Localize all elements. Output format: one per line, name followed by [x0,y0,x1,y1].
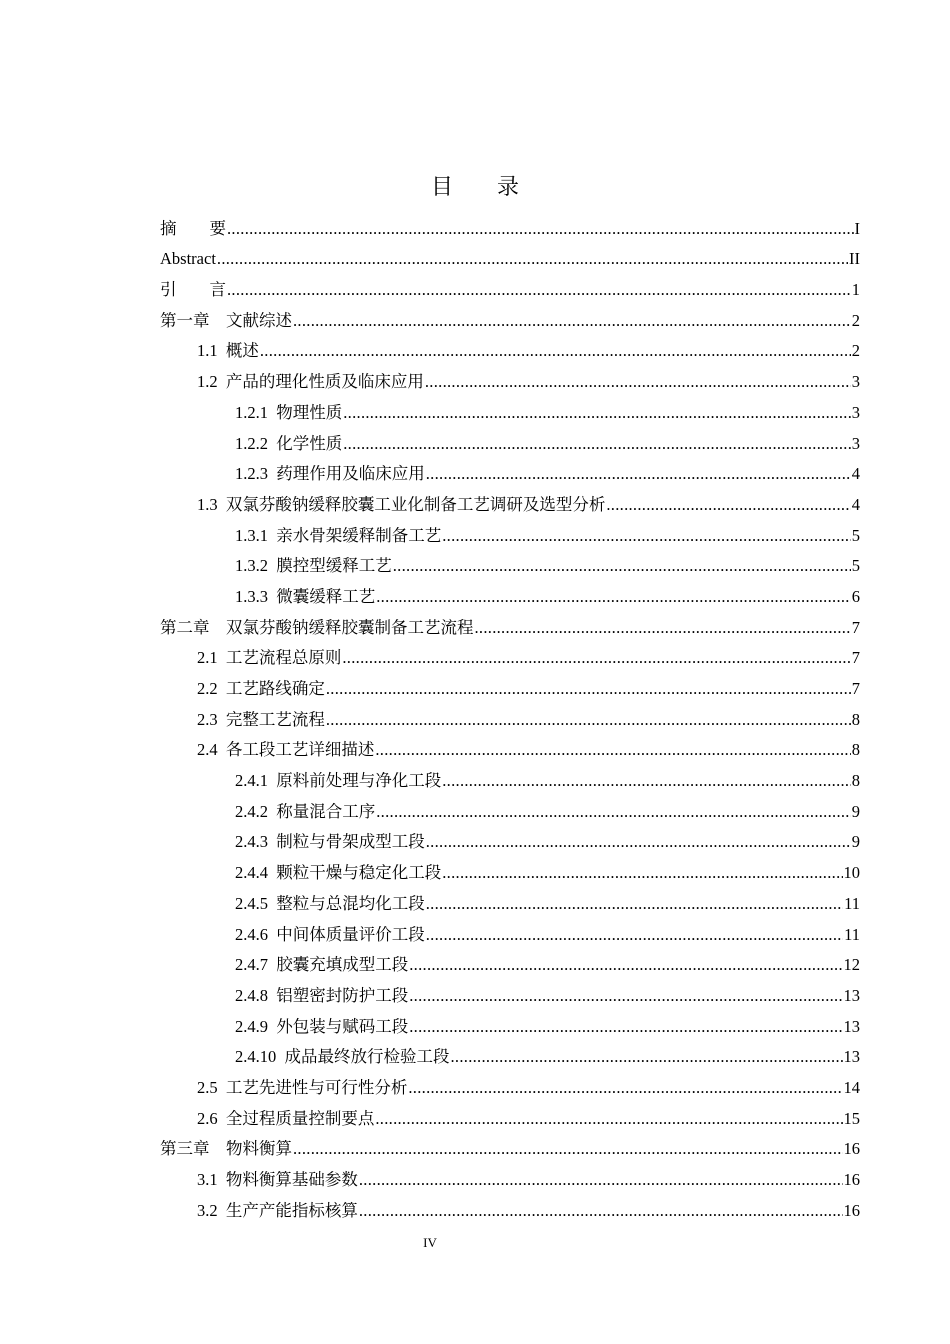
toc-dot-leader [393,555,851,577]
toc-dot-leader [227,218,854,240]
toc-entry[interactable] [160,1007,860,1038]
toc-entry-page-number: 1 [851,280,860,300]
toc-entry-page-number: 12 [843,955,860,975]
toc-dot-leader [475,617,851,639]
toc-entry[interactable] [160,270,860,301]
toc-entry-label: 1.3.1 亲水骨架缓释制备工艺 [235,525,442,545]
toc-dot-leader [442,525,851,547]
toc-entry-page-number: 14 [843,1077,860,1097]
toc-entry-page-number: 5 [851,525,860,545]
toc-entry[interactable] [160,669,860,700]
toc-dot-leader [343,402,851,424]
toc-dot-leader [409,985,842,1007]
toc-entry[interactable] [160,884,860,915]
toc-entry-page-number: 5 [851,556,860,576]
toc-entry[interactable] [160,209,860,240]
toc-entry-page-number: 8 [851,771,860,791]
toc-entry[interactable] [160,1191,860,1222]
toc-entry-page-number: 9 [851,801,860,821]
toc-entry[interactable] [160,516,860,547]
toc-entry[interactable] [160,1130,860,1161]
toc-dot-leader [426,831,851,853]
toc-entry-label: 2.1 工艺流程总原则 [197,648,342,668]
toc-dot-leader [293,1138,843,1160]
toc-entry[interactable] [160,455,860,486]
toc-title-char-1: 目 [430,175,453,200]
toc-entry-label: 2.4.8 铝塑密封防护工段 [235,985,409,1005]
toc-entry-label: 2.4.6 中间体质量评价工段 [235,924,425,944]
toc-entry-page-number: 7 [851,617,860,637]
toc-entry-page-number: 11 [844,893,860,913]
toc-entry-page-number: 8 [851,709,860,729]
toc-entry[interactable] [160,424,860,455]
toc-entry[interactable] [160,823,860,854]
toc-dot-leader [376,586,851,608]
toc-entry-label: 1.3 双氯芬酸钠缓释胶囊工业化制备工艺调研及选型分析 [197,494,606,514]
toc-entry-label: 第二章 双氯芬酸钠缓释胶囊制备工艺流程 [160,617,474,637]
toc-dot-leader [375,739,850,761]
toc-entry-page-number: I [854,218,860,238]
toc-dot-leader [217,248,848,270]
toc-entry-page-number: 4 [851,494,860,514]
toc-entry-page-number: 2 [851,341,860,361]
toc-dot-leader [426,463,851,485]
toc-entry[interactable] [160,976,860,1007]
toc-entry-page-number: 7 [851,679,860,698]
toc-entry[interactable] [160,485,860,516]
toc-dot-leader [342,647,850,669]
toc-entry-label: 2.2 工艺路线确定 [197,679,325,698]
toc-entry-label: 1.3.2 膜控型缓释工艺 [235,556,392,576]
toc-entry-page-number: 16 [843,1200,860,1220]
toc-entry[interactable] [160,1099,860,1130]
toc-entry-label: 3.1 物料衡算基础参数 [197,1170,358,1189]
toc-entry-label: 2.5 工艺先进性与可行性分析 [197,1077,408,1097]
toc-entry[interactable] [160,639,860,670]
toc-entry-label: 2.4.10 成品最终放行检验工段 [235,1047,450,1067]
toc-dot-leader [606,494,850,516]
toc-entry-label: 第一章 文献综述 [160,310,292,330]
toc-entry-label: 引 言 [160,280,226,300]
toc-entry-label: 2.6 全过程质量控制要点 [197,1108,375,1128]
toc-title-char-2: 录 [497,175,520,200]
toc-dot-leader [409,1016,842,1038]
toc-entry[interactable] [160,700,860,731]
toc-entry-label: 2.4.3 制粒与骨架成型工段 [235,832,425,852]
toc-entry[interactable] [160,731,860,762]
toc-entry-page-number: 13 [843,985,860,1005]
toc-entry-page-number: 2 [851,310,860,330]
toc-entry[interactable] [160,915,860,946]
toc-dot-leader [425,371,851,393]
toc-entry-label: 1.2.2 化学性质 [235,433,343,453]
toc-dot-leader [326,678,851,700]
toc-dot-leader [442,770,851,792]
toc-entry-label: 第三章 物料衡算 [160,1139,292,1159]
toc-entry-page-number: 9 [851,832,860,852]
toc-entry-label: 2.4.7 胶囊充填成型工段 [235,955,409,975]
toc-entry[interactable] [160,1160,860,1191]
toc-entry-label: 摘 要 [160,218,226,238]
toc-entry-label: 2.3 完整工艺流程 [197,709,325,729]
toc-dot-leader [227,279,851,301]
toc-dot-leader [359,1169,843,1191]
toc-entry-page-number: 10 [843,863,860,883]
toc-dot-leader [293,310,851,332]
toc-entry[interactable] [160,332,860,363]
toc-dot-leader [359,1200,843,1222]
toc-entry-label: 2.4 各工段工艺详细描述 [197,740,375,760]
toc-dot-leader [260,340,851,362]
toc-entry-label: 2.4.9 外包装与赋码工段 [235,1016,409,1036]
toc-entry-page-number: 16 [843,1139,860,1159]
toc-list [160,209,860,1222]
toc-entry[interactable] [160,393,860,424]
toc-entry-page-number: 3 [851,402,860,422]
toc-entry-page-number: 13 [843,1047,860,1067]
toc-entry-label: 1.2.1 物理性质 [235,402,343,422]
toc-entry-page-number: 16 [843,1170,860,1189]
toc-entry-page-number: 3 [851,433,860,453]
toc-dot-leader [326,709,851,731]
toc-entry[interactable] [160,792,860,823]
toc-entry-label: 1.2 产品的理化性质及临床应用 [197,372,424,392]
toc-entry-label: 1.1 概述 [197,341,259,361]
toc-entry-label: Abstract [160,249,216,269]
toc-entry-page-number: 15 [843,1108,860,1128]
toc-entry[interactable] [160,240,860,271]
toc-dot-leader [442,862,842,884]
toc-dot-leader [375,1108,842,1130]
toc-entry-page-number: 4 [851,464,860,484]
toc-entry[interactable] [160,362,860,393]
toc-entry-page-number: 3 [851,372,860,392]
toc-entry-label: 3.2 生产产能指标核算 [197,1200,358,1220]
toc-entry-page-number: 8 [851,740,860,760]
toc-entry[interactable] [160,577,860,608]
toc-entry-page-number: 13 [843,1016,860,1036]
toc-entry[interactable] [160,301,860,332]
toc-dot-leader [343,433,851,455]
toc-dot-leader [426,893,843,915]
toc-entry-label: 1.3.3 微囊缓释工艺 [235,586,376,606]
toc-entry-label: 2.4.2 称量混合工序 [235,801,376,821]
toc-entry-label: 2.4.5 整粒与总混均化工段 [235,893,425,913]
toc-title [0,171,950,205]
toc-entry-label: 1.2.3 药理作用及临床应用 [235,464,425,484]
toc-entry[interactable] [160,1038,860,1069]
page-number-footer: IV [423,1235,437,1250]
toc-dot-leader [451,1046,843,1068]
toc-entry[interactable] [160,853,860,884]
toc-entry-page-number: 6 [851,586,860,606]
toc-dot-leader [376,801,851,823]
toc-entry-label: 2.4.1 原料前处理与净化工段 [235,771,442,791]
toc-entry-page-number: II [849,249,860,269]
toc-entry[interactable] [160,1068,860,1099]
toc-entry-page-number: 7 [851,648,860,668]
toc-entry-label: 2.4.4 颗粒干燥与稳定化工段 [235,863,442,883]
toc-entry[interactable] [160,761,860,792]
toc-entry[interactable] [160,547,860,578]
toc-entry-page-number: 11 [844,924,860,944]
toc-dot-leader [408,1077,842,1099]
toc-entry[interactable] [160,946,860,977]
toc-dot-leader [426,924,843,946]
toc-dot-leader [409,954,842,976]
toc-entry[interactable] [160,608,860,639]
